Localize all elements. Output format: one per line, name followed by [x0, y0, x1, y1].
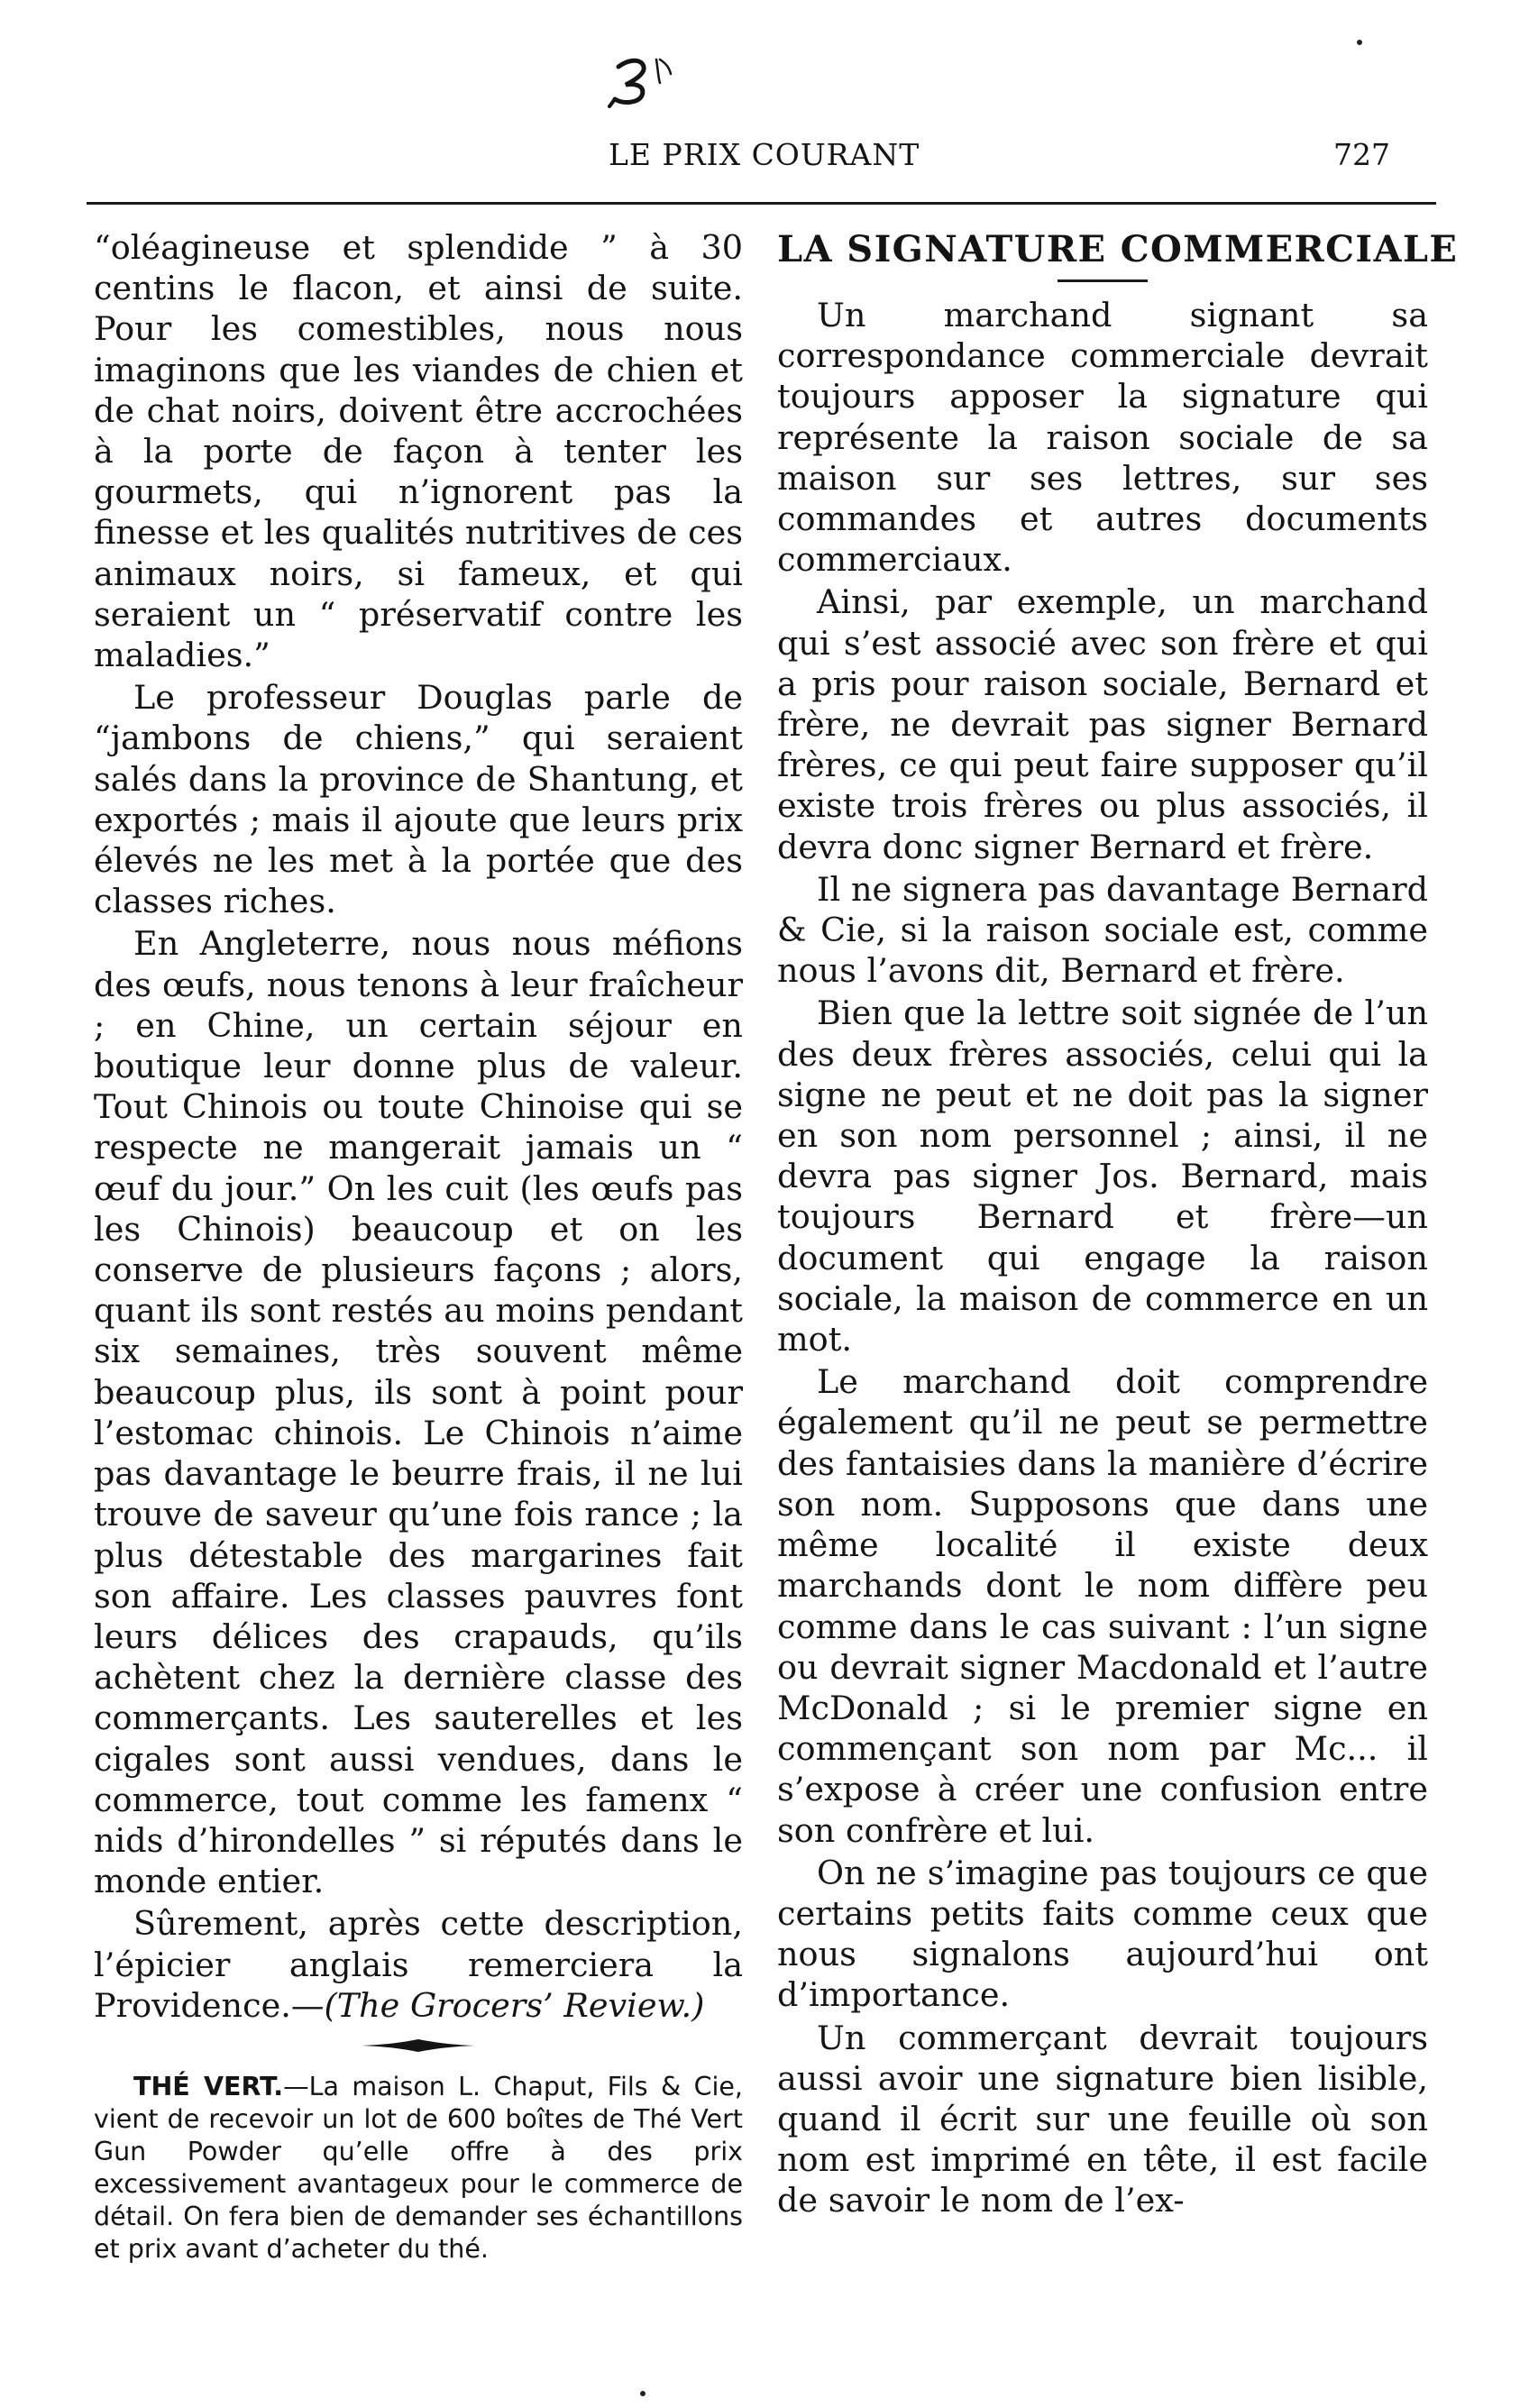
running-header: [0, 137, 1520, 180]
paragraph: Le professeur Douglas parle de “jambons de chiens,” qui seraient salés dans la province de Shantung, et exportés ; mais il ajoute que leurs prix élevés ne les met à la portée que des classes riches.: [94, 678, 743, 921]
section-heading: LA SIGNATURE COMMERCIALE: [777, 228, 1459, 270]
paragraph: Bien que la lettre soit signée de l’un des deux frères associés, celui qui la signe ne peut et ne doit pas la signer en son nom personnel ; ainsi, il ne devra pas signer Jos. Bernard, mais toujours Bernard et frère—un document qui engage la raison sociale, la maison de commerce en un mot.: [777, 993, 1428, 1360]
page-number: 727: [1333, 137, 1390, 172]
right-column: [777, 227, 1459, 2223]
paragraph-closing: [94, 1903, 743, 2026]
paragraph: Ainsi, par exemple, un marchand qui s’est associé avec son frère et qui a pris pour raison sociale, Bernard et frère, ne devrait pas signer Bernard frères, ce qui peut faire supposer qu’il existe trois frères ou plus associés, il devra donc signer Bernard et frère.: [777, 582, 1428, 866]
journal-title: LE PRIX COURANT: [609, 137, 920, 172]
notice-lead: THÉ VERT.: [133, 2071, 284, 2101]
paragraph: Le marchand doit comprendre également qu’il ne peut se permettre des fantaisies dans la manière d’écrire son nom. Supposons que dans une même localité il existe deux marchands dont le nom diffère peu comme dans le cas suivant : l’un signe ou devrait signer Macdonald et l’autre McDonald ; si le premier signe en commençant son nom par Mc... il s’expose à créer une confusion entre son confrère et lui.: [777, 1362, 1428, 1850]
notice-body: —La maison L. Chaput, Fils & Cie, vient de recevoir un lot de 600 boîtes de Thé Vert Gun Powder qu’elle offre à des prix excessivement avantageux pour le commerce de détail. On fera bien de demander ses échantillons et prix avant d’acheter du thé.: [94, 2071, 743, 2264]
heading-rule: [1058, 279, 1148, 282]
source-citation: (The Grocers’ Review.): [324, 1985, 705, 2025]
handwritten-mark: [606, 47, 696, 119]
header-rule: [87, 202, 1436, 205]
left-column: [94, 227, 743, 2267]
tea-notice: [94, 2071, 743, 2266]
print-speck: [1357, 40, 1362, 45]
paragraph: Un marchand signant sa correspondance commerciale devrait toujours apposer la signature qui représente la raison sociale de sa maison sur ses lettres, sur ses commandes et autres documents commerciaux.: [777, 296, 1428, 580]
closing-text: Sûrement, après cette description, l’épicier anglais remerciera la Providence.—: [94, 1904, 743, 2025]
paragraph: “oléagineuse et splendide ” à 30 centins le flacon, et ainsi de suite. Pour les comestibles, nous nous imaginons que les viandes de chien et de chat noirs, doivent être accrochées à la porte de façon à tenter les gourmets, qui n’ignorent pas la finesse et les qualités nutritives de ces animaux noirs, si fameux, et qui seraient un “ préservatif contre les maladies.”: [94, 228, 743, 675]
divider-ornament: [360, 2037, 477, 2055]
paragraph: Il ne signera pas davantage Bernard & Cie, si la raison sociale est, comme nous l’avons dit, Bernard et frère.: [777, 869, 1428, 991]
print-speck: [640, 2391, 646, 2396]
paragraph: Un commerçant devrait toujours aussi avoir une signature bien lisible, quand il écrit sur une feuille où son nom est imprimé en tête, il est facile de savoir le nom de l’ex-: [777, 2018, 1428, 2220]
paragraph: On ne s’imagine pas toujours ce que certains petits faits comme ceux que nous signalons aujourd’hui ont d’importance.: [777, 1853, 1428, 2015]
paragraph: En Angleterre, nous nous méfions des œufs, nous tenons à leur fraîcheur ; en Chine, un certain séjour en boutique leur donne plus de valeur. Tout Chinois ou toute Chinoise qui se respecte ne mangerait jamais un “ œuf du jour.” On les cuit (les œufs pas les Chinois) beaucoup et on les conserve de plusieurs façons ; alors, quant ils sont restés au moins pendant six semaines, très souvent même beaucoup plus, ils sont à point pour l’estomac chinois. Le Chinois n’aime pas davantage le beurre frais, il ne lui trouve de saveur qu’une fois rance ; la plus détestable des margarines fait son affaire. Les classes pauvres font leurs délices des crapauds, qu’ils achètent chez la dernière classe des commerçants. Les sauterelles et les cigales sont aussi vendues, dans le commerce, tout comme les famenx “ nids d’hirondelles ” si réputés dans le monde entier.: [94, 924, 743, 1901]
